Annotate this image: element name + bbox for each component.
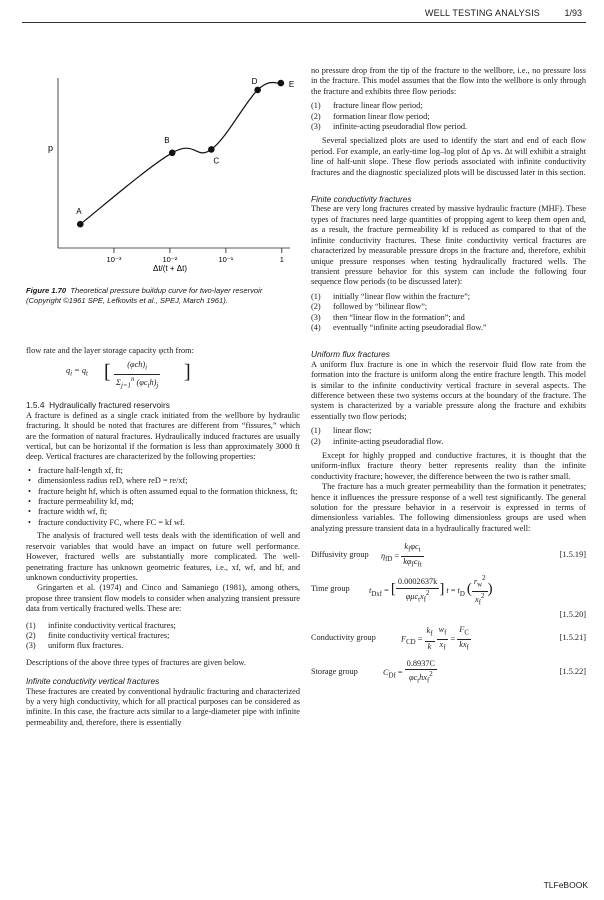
list-item: • fracture permeability kf, md; [28, 497, 134, 507]
list-item: (4) eventually “infinite acting pseudoradial flow.” [311, 322, 487, 332]
curve-points [76, 78, 294, 228]
dimensionless-equations [311, 542, 586, 684]
buildup-curve [80, 82, 281, 224]
data-point-d [254, 87, 261, 94]
header-title: WELL TESTING ANALYSIS [424, 8, 540, 18]
equation-label: Diffusivity group [311, 550, 369, 560]
section-heading [26, 400, 300, 410]
paragraph: no pressure drop from the tip of the fracture to the wellbore, i.e., no pressure loss in the fracture. This model assumes that the flow into the wellbore is only through the fracture and exhibits three flow periods: [311, 66, 586, 96]
x-tick-label: 10⁻¹ [218, 255, 234, 264]
paragraph: Gringarten et al. (1974) and Cinco and Samaniego (1981), among others, propose three transient flow models to consider when analyzing transient pressure data from vertically fractured wells. These are: [26, 583, 300, 614]
header-page-number: 1/93 [564, 8, 582, 18]
two-periods-list [311, 426, 586, 447]
paragraph: These are very long fractures created by massive hydraulic fracture (MHF). These types of fractures need large quantities of propping agent to keep them open and, as a result, the fracture permeability kf is reduced as compared to that of the infinite conductivity fractures. These finite conductivity vertical fractures are characterized by measurable pressure drops in the fracture and, therefore, exhibit unique pressure responses when testing hydraulically fractured wells. The transient pressure behavior for this system can include the following four sequence flow periods (to be discussed later): [311, 204, 586, 287]
x-tick-group [107, 248, 284, 264]
flow-models-list [26, 621, 300, 652]
point-label-d: D [251, 78, 258, 86]
list-item: (2) followed by “bilinear flow”; [311, 302, 428, 312]
figure-caption [26, 286, 296, 305]
list-item: (3) uniform flux fractures. [26, 641, 124, 651]
equation-diffusivity: Diffusivity group $\eta_{fD}$ = $\frac{k_f\varphi c_t}{k\varphi_fc_{ft}}$ [1.5.19] [311, 542, 586, 569]
pressure-buildup-chart [28, 78, 308, 278]
x-tick-label: 1 [279, 255, 284, 264]
fracture-definition: A fracture is defined as a single crack initiated from the wellbore by hydraulic fracturing. It should be noted that fractures are different from “fissures,” which are the formation of natural fractures. Hydraulically induced fractures are usually vertical, but can be horizontal if the formation is less than approximately 3000 ft deep. Vertical fractures are characterized by the following properties: [26, 410, 300, 462]
list-item: (2) finite conductivity vertical fractures; [26, 630, 170, 640]
list-item: (1) initially “linear flow within the fracture”; [311, 291, 471, 301]
header-rule [22, 22, 586, 23]
time-constant: 0.0002637k [396, 577, 439, 588]
equation-number: [1.5.20] [559, 610, 586, 620]
list-item: (1) infinite conductivity vertical fractures; [26, 620, 176, 630]
storage-intro: flow rate and the layer storage capacity φcth from: [26, 346, 194, 355]
layer-rate-equation: $q_i = q_t$ [ $(\varphi ch)_i$ $\Sigma_{j=1}^n$ $(\varphi c_th)_j$ ] [66, 360, 191, 390]
list-item: (1) fracture linear flow period; [311, 101, 423, 111]
paragraph: A uniform flux fracture is one in which the reservoir fluid flow rate from the formation into the fracture is uniform along the entire fracture length. This model is similar to the infinite conductivity vertical fracture in several aspects. The difference between these two systems occurs at the boundary of the fracture. The system is characterized by a variable pressure along the fracture and exhibits essentially two flow periods; [311, 359, 586, 421]
list-item: • dimensionless radius reD, where reD = re/xf; [28, 476, 188, 486]
point-label-e: E [288, 80, 295, 90]
x-axis-label: Δt/(t + Δt) [152, 264, 188, 273]
equation-number: [1.5.21] [559, 632, 586, 642]
list-item: (1) linear flow; [311, 426, 372, 436]
paragraph: These fractures are created by conventional hydraulic fracturing and characterized by a very high conductivity, which for all practical purposes can be considered as infinite. In this case, the fracture acts similar to a large-diameter pipe with infinite permeability and, therefore, there is essentially [26, 686, 300, 727]
paragraph: Except for highly propped and conductive fractures, it is thought that the uniform-influx fracture theory better represents reality than the infinite conductivity fracture; however, the difference between the two is rather small. [311, 451, 586, 481]
list-item: • fracture conductivity FC, where FC = kf wf. [28, 517, 185, 527]
flow-periods-list [311, 101, 586, 132]
point-label-b: B [164, 135, 170, 145]
x-tick-label: 10⁻² [162, 255, 178, 264]
list-item: (3) infinite-acting pseudoradial flow period. [311, 122, 468, 132]
figure-caption-text: Theoretical pressure buildup curve for two-layer reservoir (Copyright ©1961 SPE, Lefkovits et al., SPEJ, March 1961). [26, 286, 263, 305]
paragraph: Several specialized plots are used to identify the start and end of each flow period. For example, an early-time log–log plot of Δp vs. Δt will exhibit a straight line of half-unit slope. These flow periods associated with infinite conductivity fractures and the diagnostic specialized plots will be discussed later in this section. [311, 136, 586, 177]
sequence-list [311, 292, 586, 334]
list-item: • fracture width wf, ft; [28, 507, 108, 517]
figure-number: Figure 1.70 [26, 286, 67, 295]
equation-conductivity: Conductivity group $F_{CD}$ = $\frac{k_f}{k}$ $\frac{w_f}{x_f}$ = $\frac{F_C}{kx_f}$ [1.5.21] [311, 624, 586, 652]
x-tick-label: 10⁻³ [106, 255, 122, 264]
left-column [26, 346, 300, 728]
data-point-e [278, 80, 285, 87]
paragraph: The analysis of fractured well tests deals with the identification of well and reservoir variables that would have an impact on future well performance. However, fractured wells are substantially more complicated. The well-penetrating fracture has unknown geometric features, i.e., xf, wf, and hf, and unknown conductivity properties. [26, 531, 300, 582]
y-axis-label: p [48, 143, 54, 153]
equation-time: Time group $t_{Dxf}$ = [ $\frac{0.0002637k}{\varphi\mu c_tx_f^2}$ ] $t = t_D$ ( $\frac{r_w^2}{x_f^2}$ ) [311, 575, 493, 607]
paragraph: The fracture has a much greater permeability than the formation it penetrates; hence it influences the pressure response of a well test significantly. The general solution for the pressure behavior in a reservoir is expressed in terms of dimensionless variables. The following dimensionless groups are used when analyzing pressure transient data in a hydraulically fractured well: [311, 482, 586, 533]
point-label-c: C [213, 156, 220, 166]
list-item: (2) infinite-acting pseudoradial flow. [311, 436, 444, 446]
fracture-properties-list [26, 466, 300, 528]
point-label-a: A [76, 207, 82, 217]
subsection-title: Uniform flux fractures [311, 349, 390, 360]
data-point-a [77, 221, 84, 228]
equation-number: [1.5.22] [559, 666, 586, 676]
equation-number: [1.5.19] [559, 550, 586, 560]
section-number: 1.5.4 [26, 400, 45, 411]
subsection-title: Infinite conductivity vertical fractures [26, 676, 160, 687]
data-point-c [208, 146, 215, 153]
equation-label: Conductivity group [311, 632, 376, 642]
running-header [0, 6, 604, 26]
list-item: • fracture height hf, which is often assumed equal to the formation thickness, ft; [28, 486, 298, 496]
equation-label: Time group [311, 584, 350, 594]
section-title: Hydraulically fractured reservoirs [49, 400, 170, 411]
list-item: • fracture half-length xf, ft; [28, 465, 123, 475]
data-point-b [169, 150, 176, 157]
equation-label: Storage group [311, 666, 358, 676]
subsection-title: Finite conductivity fractures [311, 194, 412, 205]
footer-mark: TLFeBOOK [543, 880, 588, 890]
list-item: (3) then “linear flow in the formation”; and [311, 312, 465, 322]
list-item: (2) formation linear flow period; [311, 111, 430, 121]
right-column [311, 66, 586, 685]
paragraph: Descriptions of the above three types of fractures are given below. [26, 657, 246, 667]
storage-constant: 0.8937C [405, 659, 437, 670]
equation-storage: Storage group $C_{Df}$ = $\frac{0.8937C}{\varphi c_thx_f^2}$ [1.5.22] [311, 658, 586, 685]
